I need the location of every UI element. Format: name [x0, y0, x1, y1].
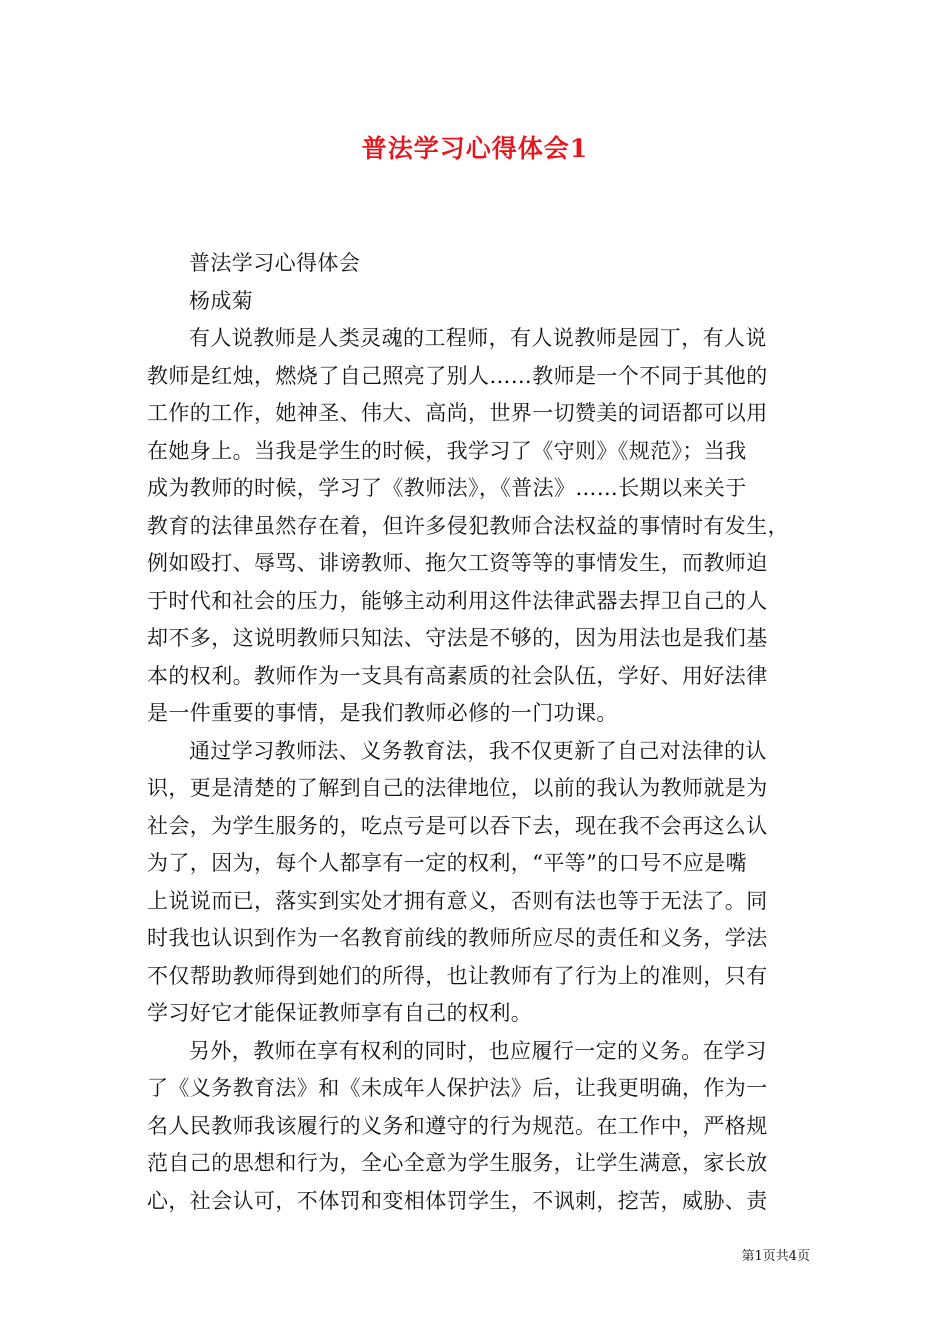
body-line: 有人说教师是人类灵魂的工程师，有人说教师是园丁，有人说 [189, 326, 767, 350]
body-line: 上说说而已，落实到实处才拥有意义，否则有法也等于无法了。同 [147, 888, 768, 913]
body-line: 却不多，这说明教师只知法、守法是不够的，因为用法也是我们基 [147, 626, 768, 650]
body-line: 通过学习教师法、义务教育法，我不仅更新了自己对法律的认 [189, 738, 767, 763]
document-body [147, 245, 807, 1220]
body-line: 教师是红烛，燃烧了自己照亮了别人……教师是一个不同于其他的 [147, 363, 768, 388]
body-line: 杨成菊 [189, 288, 254, 313]
body-line: 在她身上。当我是学生的时候，我学习了《守则》《规范》；当我 [147, 438, 747, 463]
body-line: 是一件重要的事情，是我们教师必修的一门功课。 [147, 701, 618, 725]
body-line: 名人民教师我该履行的义务和遵守的行为规范。在工作中，严格规 [147, 1113, 768, 1138]
body-line: 本的权利。教师作为一支具有高素质的社会队伍，学好、用好法律 [147, 663, 768, 688]
document-title: 普法学习心得体会1 [361, 134, 589, 163]
body-line: 教育的法律虽然存在着，但许多侵犯教师合法权益的事情时有发生， [147, 513, 789, 538]
body-line: 社会，为学生服务的，吃点亏是可以吞下去，现在我不会再这么认 [147, 813, 768, 838]
body-line: 另外，教师在享有权利的同时，也应履行一定的义务。在学习 [189, 1038, 767, 1063]
body-line: 时我也认识到作为一名教育前线的教师所应尽的责任和义务，学法 [147, 926, 768, 950]
body-line: 工作的工作，她神圣、伟大、高尚，世界一切赞美的词语都可以用 [147, 401, 768, 425]
body-line: 学习好它才能保证教师享有自己的权利。 [147, 1001, 533, 1025]
body-line: 于时代和社会的压力，能够主动利用这件法律武器去捍卫自己的人 [147, 588, 768, 613]
body-line: 成为教师的时候，学习了《教师法》，《普法》……长期以来关于 [147, 476, 747, 500]
body-line: 范自己的思想和行为，全心全意为学生服务，让学生满意，家长放 [147, 1151, 768, 1175]
body-line: 心，社会认可，不体罚和变相体罚学生，不讽刺，挖苦，威胁、责 [147, 1188, 768, 1213]
body-line: 为了，因为，每个人都享有一定的权利，“平等”的口号不应是嘴 [147, 851, 748, 875]
body-line: 普法学习心得体会 [189, 251, 361, 275]
body-line: 识，更是清楚的了解到自己的法律地位，以前的我认为教师就是为 [147, 776, 768, 800]
body-line: 例如殴打、辱骂、诽谤教师、拖欠工资等等的事情发生，而教师迫 [147, 551, 768, 575]
body-line: 不仅帮助教师得到她们的所得，也让教师有了行为上的准则，只有 [147, 963, 768, 988]
body-line: 了《义务教育法》和《未成年人保护法》后，让我更明确，作为一 [147, 1076, 768, 1100]
page-number: 第1页共4页 [741, 1249, 810, 1264]
